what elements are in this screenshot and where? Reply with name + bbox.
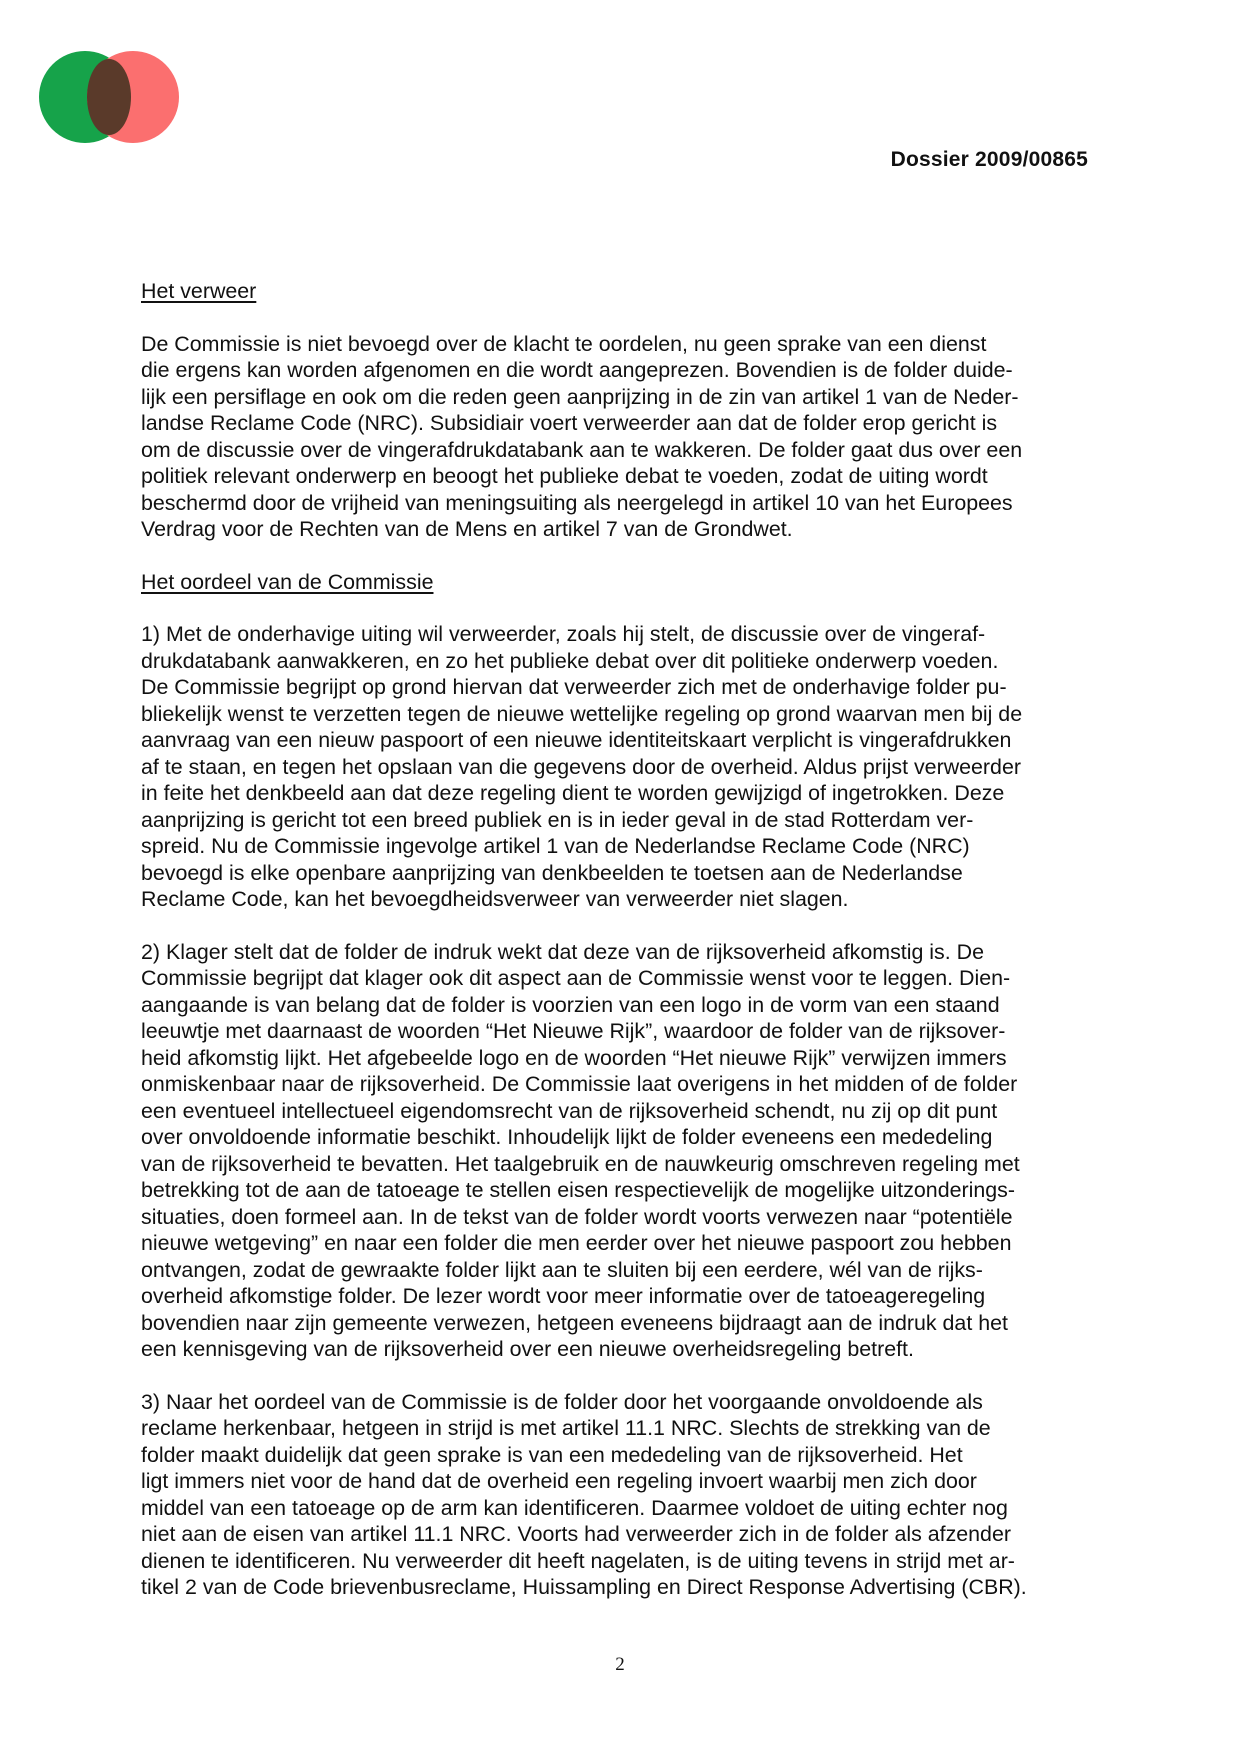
paragraph-oordeel-1: 1) Met de onderhavige uiting wil verweerder, zoals hij stelt, de discussie over de vingeraf- drukdatabank aanwakkeren, en zo het publieke debat over dit politieke onderwerp voeden. De Commissie begrijpt op grond hiervan dat verweerder zich met de onderhavige folder pu- bliekelijk wenst te verzetten tegen de nieuwe wettelijke regeling op grond waarvan men bij de aanvraag van een nieuw paspoort of een nieuwe identiteitskaart verplicht is vingerafdrukken af te staan, en tegen het opslaan van die gegevens door de overheid. Aldus prijst verweerder in feite het denkbeeld aan dat deze regeling dient te worden gewijzigd of ingetrokken. Deze aanprijzing is gericht tot een breed publiek en is in ieder geval in de stad Rotterdam ver- spreid. Nu de Commissie ingevolge artikel 1 van de Nederlandse Reclame Code (NRC) bevoegd is elke openbare aanprijzing van denkbeelden te toetsen aan de Nederlandse Reclame Code, kan het bevoegdheidsverweer van verweerder niet slagen. (141, 622, 1023, 911)
logo-circle-overlap (87, 59, 131, 135)
paragraph-oordeel-2: 2) Klager stelt dat de folder de indruk wekt dat deze van de rijksoverheid afkomstig is. De Commissie begrijpt dat klager ook dit aspect aan de Commissie wenst voor te leggen. Dien- aangaande is van belang dat de folder is voorzien van een logo in de vorm van een staand leeuwtje met daarnaast de woorden “Het Nieuwe Rijk”, waardoor de folder van de rijksover- heid afkomstig lijkt. Het afgebeelde logo en de woorden “Het nieuwe Rijk” verwijzen immers onmiskenbaar naar de rijksoverheid. De Commissie laat overigens in het midden of de folder een eventueel intellectueel eigendomsrecht van de rijksoverheid schendt, nu zij op dit punt over onvoldoende informatie beschikt. Inhoudelijk lijkt de folder eveneens een mededeling van de rijksoverheid te bevatten. Het taalgebruik en de nauwkeurig omschreven regeling met betrekking tot de aan de tatoeage te stellen eisen respectievelijk de mogelijke uitzonderings- situaties, doen formeel aan. In de tekst van de folder wordt voorts verwezen naar “potentiële nieuwe wetgeving” en naar een folder die men eerder over het nieuwe paspoort zou hebben ontvangen, zodat de gewraakte folder lijkt aan te sluiten bij een eerdere, wél van de rijks- overheid afkomstige folder. De lezer wordt voor meer informatie over de tatoeageregeling bovendien naar zijn gemeente verwezen, hetgeen eveneens bijdraagt aan de indruk dat het een kennisgeving van de rijksoverheid over een nieuwe overheidsregeling betreft. (141, 939, 1020, 1361)
section-heading-verweer: Het verweer (141, 279, 257, 303)
page-number: 2 (615, 1654, 625, 1675)
overlapping-circles-logo-icon (35, 45, 185, 150)
dossier-number: Dossier 2009/00865 (890, 148, 1088, 171)
paragraph-oordeel-3: 3) Naar het oordeel van de Commissie is de folder door het voorgaande onvoldoende als reclame herkenbaar, hetgeen in strijd is met artikel 11.1 NRC. Slechts de strekking van de folder maakt duidelijk dat geen sprake is van een mededeling van de rijksoverheid. Het ligt immers niet voor de hand dat de overheid een regeling invoert waarbij men zich door middel van een tatoeage op de arm kan identificeren. Daarmee voldoet de uiting echter nog niet aan de eisen van artikel 11.1 NRC. Voorts had verweerder zich in de folder als afzender dienen te identificeren. Nu verweerder dit heeft nagelaten, is de uiting tevens in strijd met ar- tikel 2 van de Code brievenbusreclame, Huissampling en Direct Response Advertising (CBR). (141, 1389, 1027, 1599)
paragraph-verweer: De Commissie is niet bevoegd over de klacht te oordelen, nu geen sprake van een dienst die ergens kan worden afgenomen en die wordt aangeprezen. Bovendien is de folder duide- lijk een persiflage en ook om die reden geen aanprijzing in de zin van artikel 1 van de Neder- landse Reclame Code (NRC). Subsidiair voert verweerder aan dat de folder erop gericht is om de discussie over de vingerafdrukdatabank aan te wakkeren. De folder gaat dus over een politiek relevant onderwerp en beoogt het publieke debat te voeden, zodat de uiting wordt beschermd door de vrijheid van meningsuiting als neergelegd in artikel 10 van het Europees Verdrag voor de Rechten van de Mens en artikel 7 van de Grondwet. (141, 331, 1023, 541)
section-verweer (141, 278, 1116, 543)
document-body (141, 278, 1116, 1627)
section-oordeel (141, 569, 1116, 1601)
section-heading-oordeel: Het oordeel van de Commissie (141, 569, 434, 594)
organization-logo (35, 45, 185, 150)
